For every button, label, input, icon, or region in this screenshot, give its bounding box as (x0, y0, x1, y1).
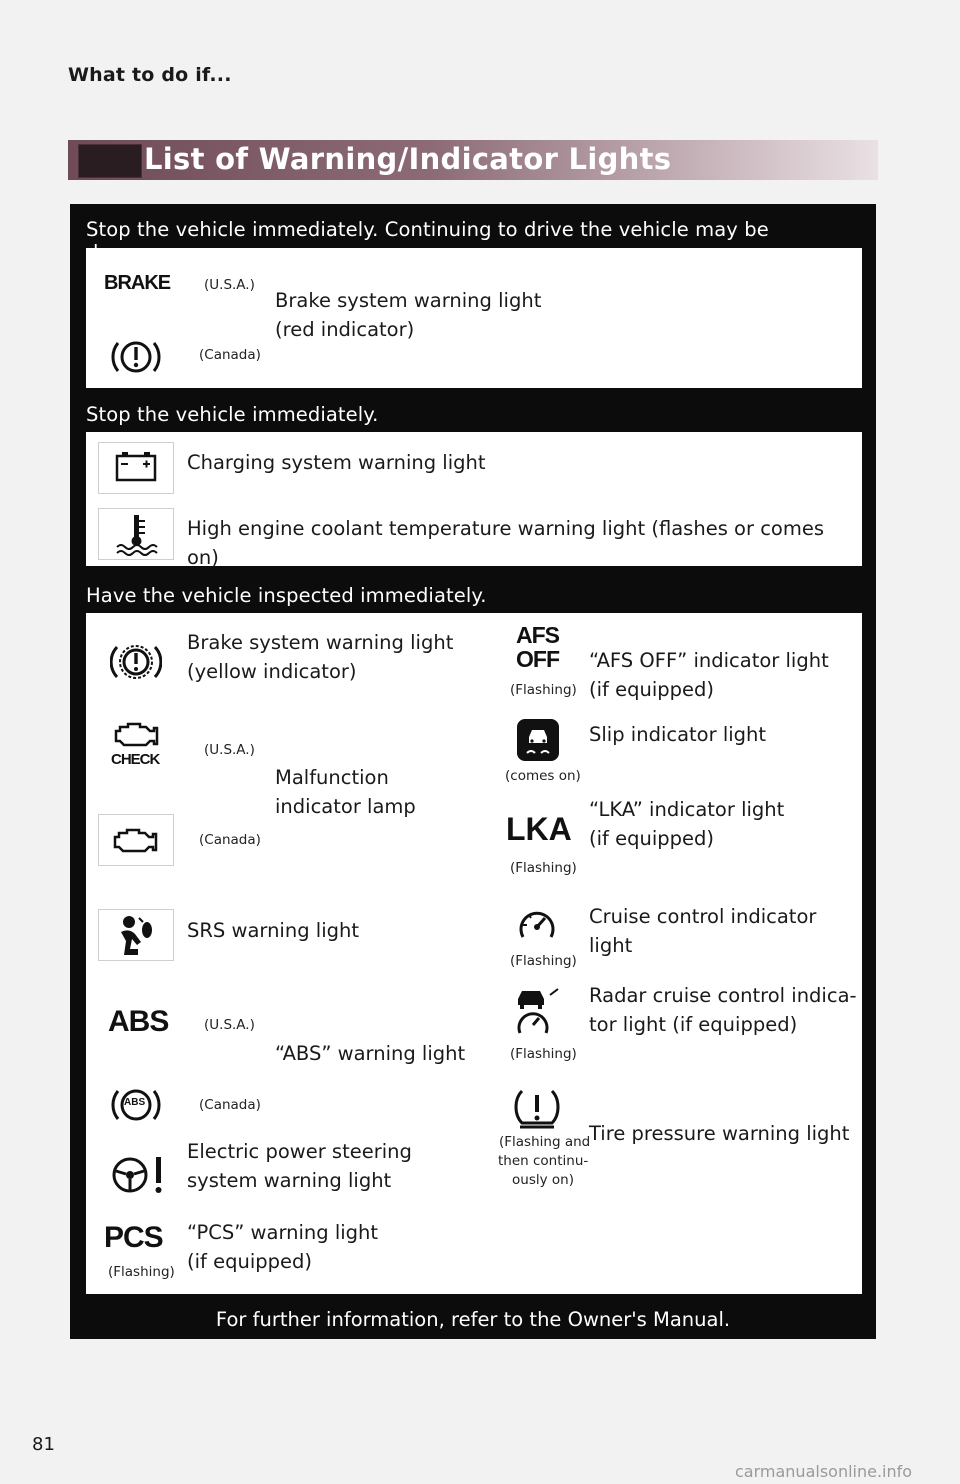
brake-yellow-line1: Brake system warning light (187, 631, 454, 654)
srs-label: SRS warning light (187, 919, 360, 942)
brake-red-label-line2: (red indicator) (275, 318, 415, 341)
tire-note-line2: then continu- (498, 1153, 589, 1169)
abs-label: “ABS” warning light (275, 1042, 466, 1065)
check-text-icon: CHECK (111, 751, 160, 768)
brake-yellow-icon (110, 639, 162, 689)
heading-inspect: Have the vehicle inspected immediately. (86, 584, 487, 607)
charging-label: Charging system warning light (187, 451, 486, 474)
page-title: List of Warning/Indicator Lights (144, 142, 672, 176)
pcs-line2: (if equipped) (187, 1250, 312, 1273)
lka-text-icon: LKA (506, 811, 572, 847)
abs-note-canada: (Canada) (199, 1097, 261, 1113)
heading-stop: Stop the vehicle immediately. (86, 403, 379, 426)
malfunction-line1: Malfunction (275, 766, 389, 789)
box-stop-dangerous (86, 248, 862, 388)
cruise-note: (Flashing) (510, 953, 577, 969)
srs-airbag-icon (98, 909, 174, 961)
radar-line2: tor light (if equipped) (589, 1013, 798, 1036)
pcs-text-icon: PCS (104, 1221, 163, 1254)
power-steering-icon (110, 1153, 168, 1201)
lka-line1: “LKA” indicator light (589, 798, 785, 821)
brake-circle-icon (110, 336, 162, 382)
eps-line1: Electric power steering (187, 1140, 412, 1163)
afs-icon-line1: AFS (516, 622, 559, 648)
note-usa: (U.S.A.) (204, 277, 255, 293)
abs-note-usa: (U.S.A.) (204, 1017, 255, 1033)
page-number: 81 (32, 1434, 55, 1455)
afs-line2: (if equipped) (589, 678, 714, 701)
box-stop (86, 432, 862, 569)
engine-icon-canada (98, 814, 174, 866)
tire-pressure-icon (512, 1085, 562, 1135)
afs-icon-line2: OFF (516, 646, 559, 672)
pcs-line1: “PCS” warning light (187, 1221, 379, 1244)
section-header: What to do if... (68, 64, 232, 86)
malfunction-note-usa: (U.S.A.) (204, 742, 255, 758)
coolant-label: High engine coolant temperature warning light (flashes or comes on) (187, 517, 825, 569)
pcs-note: (Flashing) (108, 1264, 175, 1280)
cruise-label: Cruise control indicator light (589, 905, 817, 957)
afs-note: (Flashing) (510, 682, 577, 698)
afs-off-icon (516, 623, 559, 671)
afs-line1: “AFS OFF” indicator light (589, 649, 829, 672)
brake-red-label-line1: Brake system warning light (275, 289, 542, 312)
radar-note: (Flashing) (510, 1046, 577, 1062)
malfunction-line2: indicator lamp (275, 795, 416, 818)
radar-cruise-icon (510, 985, 566, 1041)
lka-line2: (if equipped) (589, 827, 714, 850)
slip-label: Slip indicator light (589, 723, 767, 746)
brake-text-icon: BRAKE (104, 272, 171, 294)
footer-note: For further information, refer to the Owner's Manual. (215, 1308, 731, 1331)
abs-text-icon: ABS (108, 1005, 169, 1038)
coolant-temperature-icon (98, 508, 174, 560)
radar-line1: Radar cruise control indica- (589, 984, 857, 1007)
slip-note: (comes on) (505, 768, 581, 784)
title-banner (68, 140, 878, 180)
cruise-control-icon (515, 905, 559, 949)
watermark: carmanualsonline.info (735, 1462, 913, 1481)
note-canada: (Canada) (199, 347, 261, 363)
tire-label: Tire pressure warning light (589, 1122, 850, 1145)
abs-small-text: ABS (124, 1097, 146, 1108)
warning-lights-panel (70, 204, 876, 1339)
heading-stop-dangerous: Stop the vehicle immediately. Continuing to drive the vehicle may be (86, 218, 769, 241)
malfunction-note-canada: (Canada) (199, 832, 261, 848)
lka-note: (Flashing) (510, 860, 577, 876)
banner-block-decoration (78, 144, 142, 178)
check-engine-icon (110, 721, 162, 753)
slip-indicator-icon (515, 717, 561, 767)
battery-icon (98, 442, 174, 494)
box-inspect (86, 613, 862, 1294)
brake-yellow-line2: (yellow indicator) (187, 660, 357, 683)
tire-note-line1: (Flashing and (499, 1134, 591, 1150)
eps-line2: system warning light (187, 1169, 392, 1192)
tire-note-line3: ously on) (512, 1172, 574, 1188)
